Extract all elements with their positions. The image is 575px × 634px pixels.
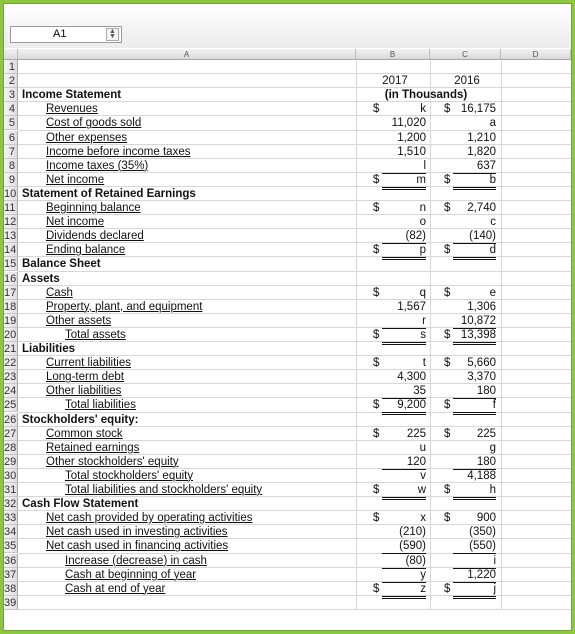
dollar-sign-2017: $ [373, 103, 380, 116]
value-2017-row-13: (82) [382, 230, 426, 244]
row-divider [18, 271, 571, 272]
value-2016-row-36: i [453, 555, 496, 569]
row-label-22: Current liabilities [46, 357, 132, 370]
value-2017-row-38: z [382, 583, 426, 599]
value-2017-row-37: y [382, 569, 426, 583]
dollar-sign-2016: $ [444, 173, 451, 186]
row-header-8[interactable]: 8 [4, 159, 18, 173]
dollar-sign-2016: $ [444, 484, 451, 496]
dollar-sign-2016: $ [444, 582, 451, 595]
value-2017-row-9: m [382, 174, 426, 190]
row-label-30: Total stockholders' equity [65, 469, 194, 482]
row-header-14[interactable]: 14 [4, 244, 17, 257]
dollar-sign-2016: $ [444, 427, 451, 440]
dollar-sign-2016: $ [444, 244, 451, 257]
dollar-sign-2016: $ [444, 286, 451, 299]
value-2016-row-12: c [490, 216, 496, 229]
value-2017-row-7: 1,510 [397, 145, 426, 158]
row-label-20: Total assets [65, 328, 126, 341]
row-header-26[interactable]: 26 [4, 413, 17, 426]
row-label-9: Net income [46, 173, 105, 186]
row-header-28[interactable]: 28 [4, 441, 17, 454]
row-label-35: Net cash used in financing activities [46, 540, 229, 553]
row-header-39[interactable]: 39 [4, 596, 17, 609]
row-header-35[interactable]: 35 [4, 540, 17, 553]
dollar-sign-2017: $ [373, 582, 380, 595]
value-2016-row-14: d [453, 244, 496, 260]
row-label-10: Statement of Retained Earnings [22, 187, 196, 200]
year-2016-header: 2016 [454, 75, 480, 88]
value-2016-row-19: 10,872 [453, 315, 496, 329]
row-label-25: Total liabilities [65, 399, 136, 412]
row-header-30[interactable]: 30 [4, 469, 17, 482]
value-2016-row-17: e [489, 286, 496, 299]
value-2017-row-18: 1,567 [397, 300, 426, 313]
spreadsheet-window [3, 3, 572, 631]
row-header-15[interactable]: 15 [4, 258, 17, 271]
value-2016-row-13: (140) [453, 230, 496, 244]
column-divider [356, 60, 357, 610]
dollar-sign-2017: $ [373, 399, 380, 412]
row-header-18[interactable]: 18 [4, 300, 17, 313]
row-header-25[interactable]: 25 [4, 399, 17, 412]
row-header-13[interactable]: 13 [4, 230, 17, 243]
row-label-37: Cash at beginning of year [65, 568, 197, 581]
row-label-31: Total liabilities and stockholders' equity [65, 484, 263, 496]
value-2016-row-18: 1,306 [467, 300, 496, 313]
value-2017-row-22: t [422, 357, 426, 370]
row-header-32[interactable]: 32 [4, 498, 17, 511]
column-divider [501, 60, 502, 610]
row-label-36: Increase (decrease) in cash [65, 554, 207, 567]
value-2016-row-9: b [453, 174, 496, 190]
row-label-32: Cash Flow Statement [22, 498, 139, 511]
row-header-7[interactable]: 7 [4, 145, 18, 159]
dollar-sign-2017: $ [373, 512, 380, 525]
row-divider [18, 609, 571, 610]
value-2016-row-28: g [489, 441, 496, 454]
dollar-sign-2017: $ [373, 357, 380, 370]
value-2017-row-4: k [420, 103, 426, 116]
row-header-33[interactable]: 33 [4, 512, 17, 525]
row-label-6: Other expenses [46, 131, 128, 144]
row-divider [18, 73, 571, 74]
row-header-9[interactable]: 9 [4, 173, 18, 187]
row-header-1[interactable]: 1 [4, 60, 18, 74]
row-header-11[interactable]: 11 [4, 201, 18, 215]
name-box[interactable] [10, 26, 122, 43]
row-label-28: Retained earnings [46, 441, 140, 454]
row-header-24[interactable]: 24 [4, 385, 17, 398]
value-2017-row-5: 11,020 [391, 117, 426, 130]
row-label-21: Liabilities [22, 343, 76, 355]
row-label-26: Stockholders' equity: [22, 413, 139, 426]
column-header-d[interactable]: D [501, 49, 571, 60]
column-header-a[interactable]: A [18, 49, 356, 60]
row-header-2[interactable]: 2 [4, 74, 18, 88]
row-label-33: Net cash provided by operating activities [46, 512, 253, 525]
row-label-13: Dividends declared [46, 230, 144, 243]
dollar-sign-2016: $ [444, 202, 451, 214]
value-2016-row-20: 13,398 [453, 329, 496, 345]
row-header-3[interactable]: 3 [4, 88, 18, 102]
value-2016-row-29: 180 [453, 456, 496, 470]
formula-bar [4, 4, 571, 48]
select-all-corner[interactable] [4, 49, 18, 60]
value-2016-row-5: a [489, 117, 496, 130]
row-label-5: Cost of goods sold [46, 117, 142, 130]
row-label-16: Assets [22, 272, 60, 285]
value-2016-row-31: h [453, 484, 496, 500]
value-2017-row-14: p [382, 244, 426, 260]
column-divider [430, 60, 431, 610]
row-label-4: Revenues [46, 103, 98, 116]
value-2016-row-4: 16,175 [460, 103, 496, 116]
row-label-8: Income taxes (35%) [46, 159, 149, 172]
dollar-sign-2017: $ [373, 202, 380, 214]
value-2017-row-11: n [419, 202, 426, 214]
value-2017-row-25: 9,200 [382, 399, 426, 415]
row-label-27: Common stock [46, 427, 123, 440]
row-header-34[interactable]: 34 [4, 526, 17, 539]
value-2016-row-38: j [453, 583, 496, 599]
value-2017-row-24: 35 [382, 385, 426, 399]
dollar-sign-2017: $ [373, 427, 380, 440]
name-box-dropdown-icon[interactable]: ▲ ▼ [106, 28, 119, 41]
dollar-sign-2016: $ [444, 512, 451, 525]
row-header-12[interactable]: 12 [4, 216, 17, 229]
column-header-b[interactable]: B [356, 49, 430, 60]
dollar-sign-2016: $ [444, 103, 451, 116]
value-2017-row-8: l [382, 160, 426, 174]
value-2017-row-36: (80) [382, 555, 426, 569]
dollar-sign-2017: $ [373, 484, 380, 496]
name-box-value: A1 [53, 28, 67, 40]
value-2017-row-29: 120 [382, 456, 426, 470]
value-2016-row-35: (550) [453, 540, 496, 554]
row-label-11: Beginning balance [46, 202, 141, 214]
row-header-21[interactable]: 21 [4, 343, 17, 355]
value-2016-row-23: 3,370 [467, 371, 496, 384]
dollar-sign-2017: $ [373, 244, 380, 257]
row-label-12: Net income [46, 216, 105, 229]
value-2017-row-6: 1,200 [397, 131, 426, 144]
dollar-sign-2017: $ [373, 328, 380, 341]
dollar-sign-2017: $ [373, 286, 380, 299]
row-header-22[interactable]: 22 [4, 357, 17, 370]
row-label-24: Other liabilities [46, 385, 122, 398]
row-header-16[interactable]: 16 [4, 272, 17, 285]
row-header-38[interactable]: 38 [4, 582, 17, 595]
dollar-sign-2016: $ [444, 357, 451, 370]
row-label-34: Net cash used in investing activities [46, 526, 228, 539]
value-2016-row-34: (350) [469, 526, 496, 539]
year-2017-header: 2017 [382, 75, 408, 88]
value-2017-row-27: 225 [406, 427, 426, 440]
row-header-19[interactable]: 19 [4, 314, 17, 327]
units-header: (in Thousands) [384, 89, 468, 102]
row-label-7: Income before income taxes [46, 145, 191, 158]
value-2016-row-11: 2,740 [467, 202, 496, 214]
row-label-29: Other stockholders' equity [46, 455, 179, 468]
value-2016-row-25: f [453, 399, 496, 415]
value-2016-row-6: 1,210 [467, 131, 496, 144]
dollar-sign-2017: $ [373, 173, 380, 186]
row-header-6[interactable]: 6 [4, 131, 18, 145]
row-label-14: Ending balance [46, 244, 126, 257]
dollar-sign-2016: $ [444, 399, 451, 412]
dollar-sign-2016: $ [444, 328, 451, 341]
row-label-17: Cash [46, 286, 73, 299]
row-header-37[interactable]: 37 [4, 568, 17, 581]
row-header-17[interactable]: 17 [4, 286, 17, 299]
value-2017-row-30: v [420, 469, 426, 482]
row-header-27[interactable]: 27 [4, 427, 17, 440]
value-2017-row-17: q [419, 286, 426, 299]
row-header-23[interactable]: 23 [4, 371, 17, 384]
value-2017-row-31: w [382, 484, 426, 500]
value-2017-row-19: r [382, 315, 426, 329]
row-label-18: Property, plant, and equipment [46, 300, 203, 313]
value-2017-row-23: 4,300 [397, 371, 426, 384]
value-2016-row-7: 1,820 [467, 145, 496, 158]
value-2016-row-8: 637 [453, 160, 496, 174]
value-2017-row-12: o [419, 216, 426, 229]
row-label-23: Long-term debt [46, 371, 124, 384]
value-2017-row-20: s [382, 329, 426, 345]
value-2016-row-37: 1,220 [453, 569, 496, 583]
value-2017-row-34: (210) [399, 526, 426, 539]
row-header-36[interactable]: 36 [4, 554, 17, 567]
row-header-5[interactable]: 5 [4, 116, 18, 130]
value-2016-row-33: 900 [476, 512, 496, 525]
row-label-3: Income Statement [22, 89, 122, 102]
row-divider [18, 285, 571, 286]
row-divider [18, 355, 571, 356]
row-header-31[interactable]: 31 [4, 484, 17, 496]
row-header-4[interactable]: 4 [4, 102, 18, 116]
value-2016-row-22: 5,660 [467, 357, 496, 370]
value-2017-row-35: (590) [382, 540, 426, 554]
row-label-15: Balance Sheet [22, 258, 101, 271]
value-2016-row-27: 225 [476, 427, 496, 440]
row-header-10[interactable]: 10 [4, 187, 17, 200]
value-2017-row-33: x [420, 512, 426, 525]
row-header-29[interactable]: 29 [4, 455, 17, 468]
row-header-20[interactable]: 20 [4, 328, 17, 341]
value-2016-row-24: 180 [453, 385, 496, 399]
column-header-c[interactable]: C [430, 49, 501, 60]
value-2016-row-30: 4,188 [467, 469, 496, 482]
row-label-38: Cash at end of year [65, 582, 166, 595]
value-2017-row-28: u [419, 441, 426, 454]
row-label-19: Other assets [46, 314, 112, 327]
